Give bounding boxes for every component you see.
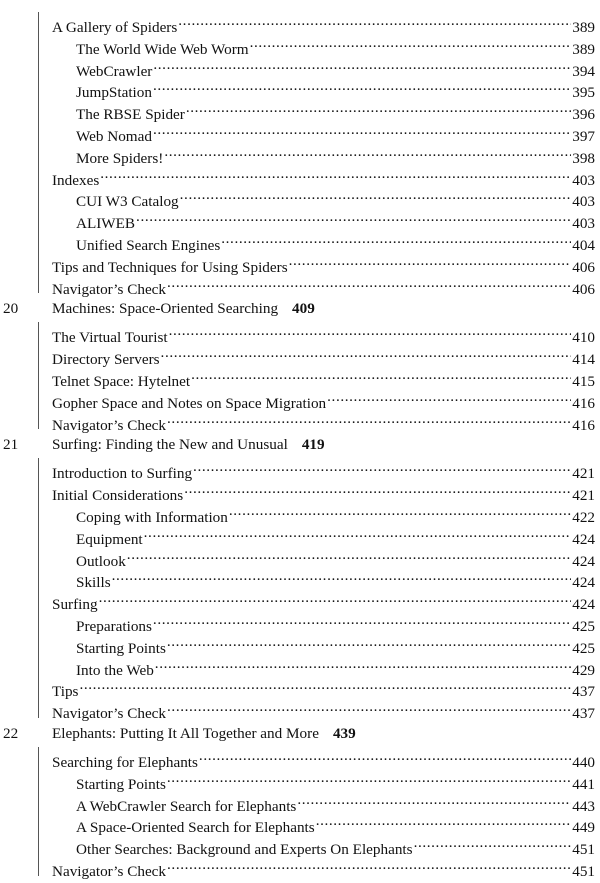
toc-entry: [52, 854, 595, 880]
toc-entry: [76, 54, 595, 80]
toc-entry-page: 437: [572, 683, 595, 701]
toc-entry: [76, 206, 595, 233]
toc-entry-page: 389: [572, 19, 595, 36]
toc-entry: [76, 565, 595, 592]
toc-entry-title: Starting Points: [76, 639, 166, 657]
dot-leader: [144, 522, 572, 544]
toc-entry-title: JumpStation: [76, 84, 152, 102]
toc-entry: [76, 32, 595, 58]
toc-entry-title: Initial Considerations: [52, 487, 184, 505]
dot-leader: [193, 456, 571, 478]
chapter-page: 409: [292, 300, 315, 318]
toc-entry-title: Outlook: [76, 552, 126, 570]
toc-entry-title: Tips: [52, 683, 79, 701]
toc-entry-page: 421: [572, 465, 595, 483]
dot-leader: [327, 386, 571, 408]
dot-leader: [178, 10, 571, 32]
toc-entry-page: 403: [572, 171, 595, 189]
dot-leader: [167, 272, 571, 294]
toc-entry-page: 422: [572, 509, 595, 526]
dot-leader: [199, 745, 571, 767]
section-rule: [38, 747, 39, 876]
toc-entry-page: 451: [572, 841, 595, 859]
toc-entry-title: Other Searches: Background and Experts On Elephants: [76, 841, 413, 859]
toc-entry: [52, 250, 595, 276]
toc-entry: [76, 75, 595, 102]
toc-entry: [52, 320, 595, 347]
toc-entry-title: The RBSE Spider: [76, 106, 185, 124]
toc-entry-page: 404: [572, 237, 595, 254]
toc-entry: [52, 364, 595, 390]
toc-entry-page: 424: [572, 596, 595, 614]
toc-entry-title: Equipment: [76, 530, 143, 548]
toc-entry-title: Navigator’s Check: [52, 863, 167, 880]
toc-entry-page: 396: [572, 106, 595, 124]
toc-entry-title: The World Wide Web Worm: [76, 40, 249, 58]
toc-entry: [76, 500, 595, 526]
toc-entry-page: 403: [572, 215, 595, 233]
toc-entry-title: Unified Search Engines: [76, 237, 221, 254]
toc-entry-page: 441: [572, 775, 595, 793]
toc-entry-page: 395: [572, 84, 595, 102]
toc-entry-page: 429: [572, 661, 595, 679]
toc-entry: [52, 478, 595, 505]
dot-leader: [289, 250, 572, 272]
toc-entry-title: Tips and Techniques for Using Spiders: [52, 258, 288, 276]
section-rule: [38, 12, 39, 293]
toc-entry: [76, 810, 595, 837]
chapter-number: 22: [3, 725, 19, 742]
dot-leader: [153, 609, 571, 631]
dot-leader: [184, 478, 571, 500]
dot-leader: [169, 320, 572, 342]
toc-entry: [76, 789, 595, 815]
chapter-title-group: [52, 433, 325, 457]
toc-entry-title: ALIWEB: [76, 215, 136, 233]
toc-entry-page: 449: [572, 819, 595, 837]
dot-leader: [167, 854, 571, 876]
toc-entry-title: A WebCrawler Search for Elephants: [76, 797, 297, 815]
toc-entry-page: 424: [572, 530, 595, 548]
toc-entry-page: 424: [572, 552, 595, 570]
chapter-title-group: [52, 297, 315, 321]
chapter-title: Elephants: Putting It All Together and More: [52, 725, 319, 742]
toc-entry-title: Coping with Information: [76, 509, 228, 526]
toc-entry-page: 421: [572, 487, 595, 505]
toc-entry: [52, 674, 595, 701]
toc-entry-page: 437: [572, 705, 595, 723]
toc-entry-title: A Space-Oriented Search for Elephants: [76, 819, 315, 837]
dot-leader: [167, 631, 571, 653]
toc-entry-page: 406: [572, 258, 595, 276]
toc-entry: [52, 10, 595, 36]
toc-entry-title: A Gallery of Spiders: [52, 19, 178, 36]
toc-entry-title: The Virtual Tourist: [52, 329, 168, 347]
toc-entry-page: 410: [572, 329, 595, 347]
dot-leader: [153, 119, 571, 141]
toc-entry-title: Web Nomad: [76, 128, 152, 145]
toc-entry: [76, 767, 595, 793]
chapter-page: 439: [332, 725, 356, 742]
chapter-title-group: [52, 722, 356, 746]
dot-leader: [191, 364, 571, 386]
toc-entry-title: Preparations: [76, 618, 152, 635]
toc-entry: [52, 456, 595, 483]
toc-entry-title: Navigator’s Check: [52, 280, 167, 298]
toc-entry-title: CUI W3 Catalog: [76, 193, 179, 211]
dot-leader: [186, 97, 571, 119]
dot-leader: [127, 544, 571, 566]
toc-entry: [76, 141, 595, 167]
dot-leader: [221, 228, 571, 250]
toc-entry: [76, 97, 595, 124]
dot-leader: [414, 832, 572, 854]
dot-leader: [167, 696, 571, 718]
toc-entry-title: Skills: [76, 574, 111, 592]
toc-entry: [76, 119, 595, 145]
toc-entry-page: 425: [572, 639, 595, 657]
toc-entry: [52, 342, 595, 369]
toc-entry-page: 394: [572, 62, 595, 80]
toc-entry-title: Telnet Space: Hytelnet: [52, 373, 191, 390]
toc-entry-page: 403: [572, 193, 595, 211]
dot-leader: [297, 789, 571, 811]
chapter-title: Machines: Space-Oriented Searching: [52, 300, 279, 318]
toc-entry-title: Starting Points: [76, 775, 166, 793]
dot-leader: [180, 184, 572, 206]
dot-leader: [229, 500, 571, 522]
dot-leader: [100, 163, 571, 185]
toc-entry-page: 424: [572, 574, 595, 592]
toc-entry: [52, 587, 595, 614]
toc-entry-page: 415: [572, 373, 595, 390]
chapter-heading: [0, 722, 600, 746]
dot-leader: [167, 408, 571, 430]
toc-entry-page: 416: [572, 394, 595, 412]
toc-entry: [52, 696, 595, 723]
toc-entry: [76, 653, 595, 679]
dot-leader: [155, 653, 571, 675]
toc-entry-page: 414: [572, 351, 595, 369]
dot-leader: [164, 141, 571, 163]
dot-leader: [167, 767, 571, 789]
chapter-number: 21: [3, 436, 19, 454]
chapter-number: 20: [3, 300, 19, 318]
toc-entry-title: Surfing: [52, 596, 98, 614]
dot-leader: [136, 206, 571, 228]
toc-entry-page: 416: [572, 416, 595, 434]
toc-entry-title: Into the Web: [76, 661, 154, 679]
dot-leader: [316, 810, 572, 832]
toc-entry: [76, 228, 595, 254]
toc-entry-title: Indexes: [52, 171, 100, 189]
toc-entry-title: Searching for Elephants: [52, 754, 198, 771]
toc-entry-page: 440: [572, 754, 595, 771]
toc-entry: [76, 609, 595, 635]
toc-entry-title: Introduction to Surfing: [52, 465, 193, 483]
toc-entry-page: 425: [572, 618, 595, 635]
toc-entry-title: Directory Servers: [52, 351, 160, 369]
chapter-title: Surfing: Finding the New and Unusual: [52, 436, 288, 454]
dot-leader: [112, 565, 572, 587]
section-rule: [38, 322, 39, 429]
toc-entry: [76, 184, 595, 211]
dot-leader: [153, 75, 571, 97]
chapter-page: 419: [301, 436, 325, 454]
toc-entry: [76, 522, 595, 548]
dot-leader: [79, 674, 571, 696]
toc-entry: [52, 745, 595, 771]
toc-entry-title: More Spiders!: [76, 149, 164, 167]
toc-entry-title: Gopher Space and Notes on Space Migration: [52, 394, 327, 412]
toc-entry-page: 389: [572, 40, 595, 58]
dot-leader: [153, 54, 571, 76]
toc-entry-title: Navigator’s Check: [52, 705, 167, 723]
dot-leader: [250, 32, 572, 54]
toc-entry-page: 443: [572, 797, 595, 815]
dot-leader: [99, 587, 572, 609]
toc-entry: [76, 631, 595, 657]
toc-entry: [52, 386, 595, 412]
toc-entry-page: 397: [572, 128, 595, 145]
toc-entry: [52, 272, 595, 298]
toc-entry: [76, 544, 595, 570]
dot-leader: [161, 342, 572, 364]
toc-entry: [76, 832, 595, 859]
chapter-heading: [0, 433, 600, 457]
toc-entry-title: Navigator’s Check: [52, 416, 167, 434]
section-rule: [38, 458, 39, 718]
toc-entry-page: 398: [572, 149, 595, 167]
toc-entry: [52, 163, 595, 189]
toc-entry-title: WebCrawler: [76, 62, 153, 80]
toc-entry: [52, 408, 595, 434]
toc-entry-page: 406: [572, 280, 595, 298]
toc-entry-page: 451: [572, 863, 595, 880]
chapter-heading: [0, 297, 600, 321]
